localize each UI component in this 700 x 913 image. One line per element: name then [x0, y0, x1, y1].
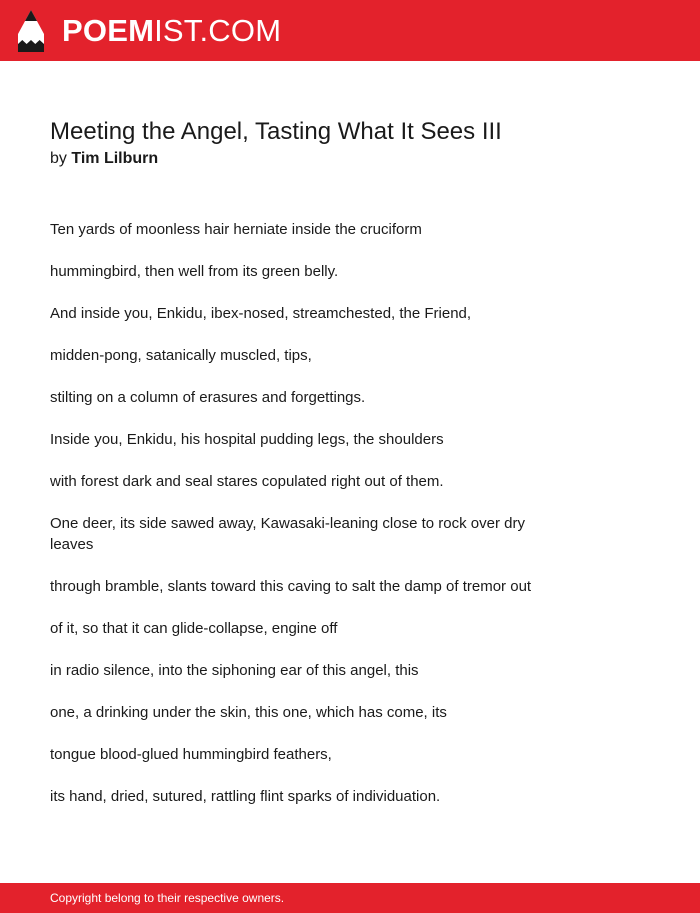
- poem-line: stilting on a column of erasures and forgettings.: [50, 389, 366, 406]
- poem-title: Meeting the Angel, Tasting What It Sees III: [50, 118, 502, 145]
- poem-line: with forest dark and seal stares copulated right out of them.: [50, 473, 444, 490]
- poem-line: through bramble, slants toward this caving to salt the damp of tremor out: [50, 578, 532, 595]
- byline: [50, 149, 158, 169]
- poem-line: in radio silence, into the siphoning ear of this angel, this: [50, 662, 419, 679]
- poem-line: hummingbird, then well from its green belly.: [50, 263, 339, 280]
- copyright-text: Copyright belong to their respective owners.: [50, 891, 285, 905]
- author-name: Tim Lilburn: [71, 150, 159, 167]
- poem-line: tongue blood-glued hummingbird feathers,: [50, 746, 332, 763]
- poem-line: One deer, its side sawed away, Kawasaki-leaning close to rock over dry leaves: [50, 515, 525, 553]
- site-header: [0, 0, 700, 61]
- poem-body: [50, 219, 570, 828]
- poem-line: And inside you, Enkidu, ibex-nosed, streamchested, the Friend,: [50, 305, 472, 322]
- poem-line: Inside you, Enkidu, his hospital pudding legs, the shoulders: [50, 431, 444, 448]
- brand-light: IST.COM: [154, 13, 282, 48]
- pencil-icon[interactable]: [18, 10, 44, 52]
- brand-bold: POEM: [62, 13, 155, 48]
- by-label: by: [50, 150, 67, 167]
- site-logo-text[interactable]: [62, 13, 281, 49]
- poem-line: Ten yards of moonless hair herniate inside the cruciform: [50, 221, 422, 238]
- poem-line: its hand, dried, sutured, rattling flint sparks of individuation.: [50, 788, 441, 805]
- poem-line: of it, so that it can glide-collapse, engine off: [50, 620, 338, 637]
- poem-line: midden-pong, satanically muscled, tips,: [50, 347, 312, 364]
- poem-line: one, a drinking under the skin, this one, which has come, its: [50, 704, 447, 721]
- site-footer: [0, 883, 700, 913]
